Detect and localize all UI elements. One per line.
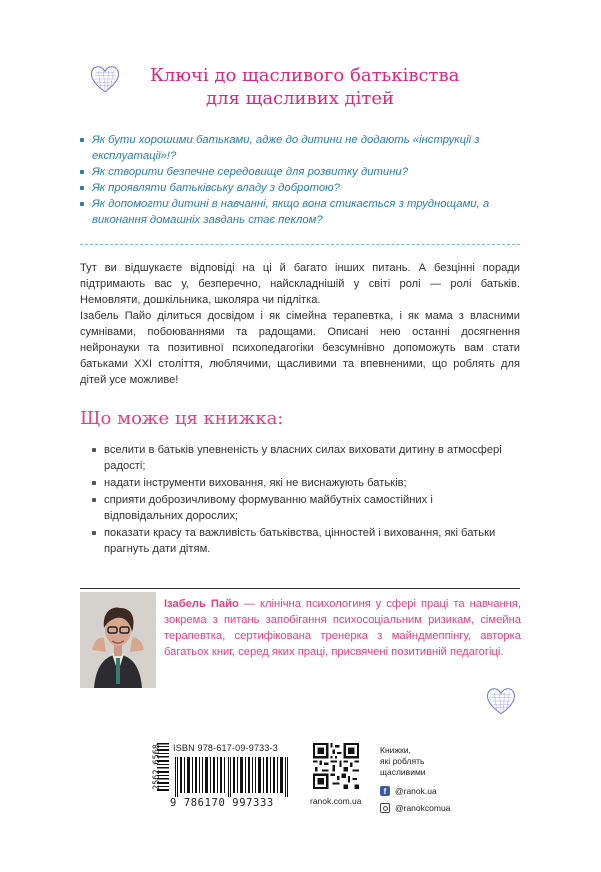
instagram-link[interactable] bbox=[380, 801, 450, 815]
facebook-handle: @ranok.ua bbox=[395, 786, 437, 796]
intro-paragraph-1: Тут ви відшукаєте відповіді на ці й багато інших питань. А безцінні поради підтримають вас у, безперечно, найскладнішій у світі ролі — ролі батьків. Немовляти, дошкільника, школяра чи підлітка. bbox=[80, 262, 520, 306]
facebook-link[interactable] bbox=[380, 784, 450, 798]
divider bbox=[80, 588, 520, 589]
slogan-line: Книжки, bbox=[380, 745, 411, 755]
question-item: Як бути хорошими батьками, адже до дитини не додають «інструкції з експлуатації»!? bbox=[80, 132, 520, 164]
barcode-digits: 9 786170 997333 bbox=[170, 797, 274, 809]
heart-icon bbox=[484, 684, 518, 718]
publisher-slogan bbox=[380, 745, 426, 778]
question-item: Як проявляти батьківську владу з добротою? bbox=[80, 180, 520, 196]
instagram-icon bbox=[380, 803, 390, 813]
title-line-1: Ключі до щасливого батьківства bbox=[150, 65, 460, 86]
author-bio bbox=[164, 596, 521, 660]
benefit-item: сприяти доброзичливому формуванню майбутніх самостійних і відповідальних дорослих; bbox=[92, 492, 512, 524]
cover-title bbox=[150, 64, 460, 110]
divider bbox=[80, 244, 520, 245]
author-bio-text: — клінічна психологиня у сфері праці та навчання, зокрема з питань запобігання психосоціальним ризикам, сімейна терапевтка, сертифікована тренерка з майндмеппінгу, авторка багатьох книг, серед яких праці, присвячені позитивній педагогіці. bbox=[164, 598, 521, 658]
slogan-line: щасливими bbox=[380, 767, 426, 777]
qr-code[interactable] bbox=[313, 743, 359, 789]
social-links bbox=[380, 784, 450, 818]
addon-digits: 2562 6568 bbox=[152, 743, 163, 791]
benefit-item: вселити в батьків упевненість у власних силах виховати дитину в атмосфері радості; bbox=[92, 442, 512, 474]
benefit-item: показати красу та важливість батьківства, цінностей і виховання, які батьки прагнуть дати дітям. bbox=[92, 525, 512, 557]
slogan-line: які роблять bbox=[380, 756, 425, 766]
question-item: Як створити безпечне середовище для розвитку дитини? bbox=[80, 164, 520, 180]
title-line-2: для щасливих дітей bbox=[205, 88, 395, 109]
author-name: Ізабель Пайо bbox=[164, 598, 239, 610]
author-photo bbox=[80, 592, 156, 688]
heart-icon bbox=[88, 62, 122, 96]
intro-text bbox=[80, 260, 520, 388]
benefit-item: надати інструменти виховання, які не виснажують батьків; bbox=[92, 475, 512, 491]
facebook-icon: f bbox=[380, 786, 390, 796]
benefits-list bbox=[92, 442, 512, 558]
intro-paragraph-2: Ізабель Пайо ділиться досвідом і як сімейна терапевтка, і як мама з власними сумнівами, побоюваннями та радощами. Описані нею останні досягнення нейронауки та позитивної психопедагогіки безсумнівно допоможуть вам стати батьками XXI століття, люблячими, щасливими та впевненими, що роблять для дітей усе можливе! bbox=[80, 310, 520, 386]
isbn-label: ISBN 978-617-09-9733-3 bbox=[173, 743, 278, 753]
questions-list bbox=[80, 132, 520, 228]
publisher-site[interactable]: ranok.com.ua bbox=[310, 796, 362, 806]
barcode bbox=[173, 757, 291, 797]
instagram-handle: @ranokcomua bbox=[395, 803, 451, 813]
section-title: Що може ця книжка: bbox=[80, 408, 284, 429]
question-item: Як допомогти дитині в навчанні, якщо вона стикається з труднощами, а виконання домашніх завдань стає пеклом? bbox=[80, 196, 520, 228]
